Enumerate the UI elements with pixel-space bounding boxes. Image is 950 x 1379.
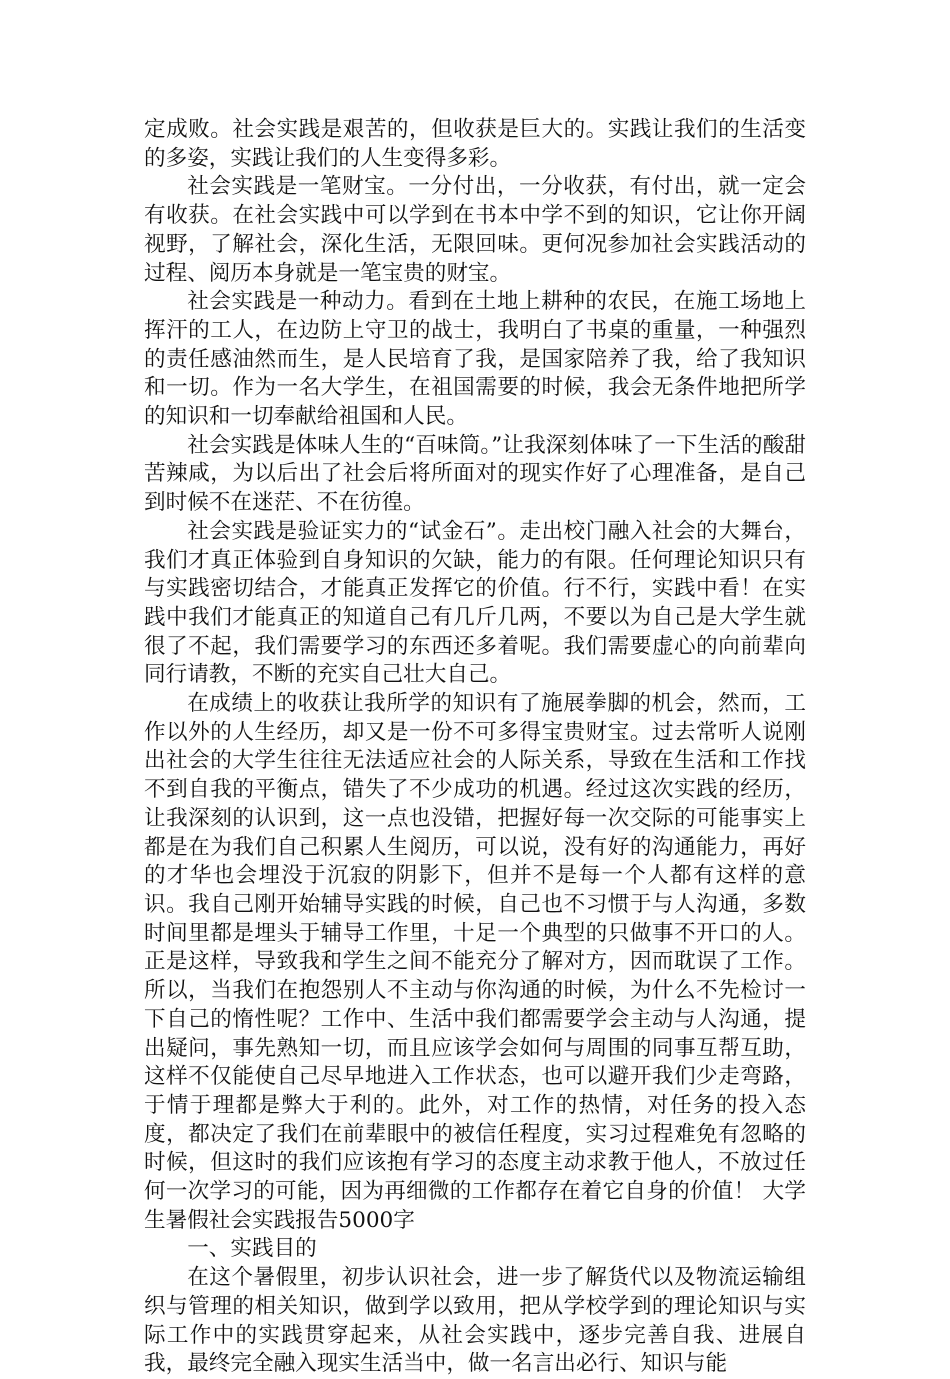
document-body — [144, 116, 806, 1379]
paragraph-7: 在这个暑假里，初步认识社会，进一步了解货代以及物流运输组织与管理的相关知识，做到学以致用，把从学校学到的理论知识与实际工作中的实践贯穿起来，从社会实践中，逐步完善自我、进展自我，最终完全融入现实生活当中，做一名言出必行、知识与能 — [144, 1265, 806, 1377]
paragraph-6: 在成绩上的收获让我所学的知识有了施展拳脚的机会，然而，工作以外的人生经历，却又是一份不可多得宝贵财宝。过去常听人说刚出社会的大学生往往无法适应社会的人际关系，导致在生活和工作找不到自我的平衡点，错失了不少成功的机遇。经过这次实践的经历，让我深刻的认识到，这一点也没错，把握好每一次交际的可能事实上都是在为我们自己积累人生阅历，可以说，没有好的沟通能力，再好的才华也会埋没于沉寂的阴影下，但并不是每一个人都有这样的意识。我自己刚开始辅导实践的时候，自己也不习惯于与人沟通，多数时间里都是埋头于辅导工作里，十足一个典型的只做事不开口的人。正是这样，导致我和学生之间不能充分了解对方，因而耽误了工作。所以，当我们在抱怨别人不主动与你沟通的时候，为什么不先检讨一下自己的惰性呢？工作中、生活中我们都需要学会主动与人沟通，提出疑问，事先熟知一切，而且应该学会如何与周围的同事互帮互助，这样不仅能使自己尽早地进入工作状态，也可以避开我们少走弯路，于情于理都是弊大于利的。此外，对工作的热情，对任务的投入态度，都决定了我们在前辈眼中的被信任程度，实习过程难免有忽略的时候，但这时的我们应该抱有学习的态度主动求教于他人，不放过任何一次学习的可能，因为再细微的工作都存在着它自身的价值！ 大学生暑假社会实践报告5000字 — [144, 691, 806, 1233]
section-heading: 一、实践目的 — [187, 1236, 317, 1262]
paragraph-5: 社会实践是验证实力的“试金石”。走出校门融入社会的大舞台，我们才真正体验到自身知识的欠缺，能力的有限。任何理论知识只有与实践密切结合，才能真正发挥它的价值。行不行，实践中看！在实践中我们才能真正的知道自己有几斤几两，不要以为自己是大学生就很了不起，我们需要学习的东西还多着呢。我们需要虚心的向前辈向同行请教，不断的充实自己壮大自己。 — [144, 518, 806, 688]
paragraph-2: 社会实践是一笔财宝。一分付出，一分收获，有付出，就一定会有收获。在社会实践中可以学到在书本中学不到的知识，它让你开阔视野，了解社会，深化生活，无限回味。更何况参加社会实践活动的过程、阅历本身就是一笔宝贵的财宝。 — [144, 174, 806, 286]
paragraph-4: 社会实践是体味人生的“百味筒。”让我深刻体味了一下生活的酸甜苦辣咸，为以后出了社会后将所面对的现实作好了心理准备，是自己到时候不在迷茫、不在彷徨。 — [144, 432, 806, 516]
paragraph-3: 社会实践是一种动力。看到在土地上耕种的农民，在施工场地上挥汗的工人，在边防上守卫的战士，我明白了书桌的重量，一种强烈的责任感油然而生，是人民培育了我，是国家陪养了我，给了我知识和一切。作为一名大学生，在祖国需要的时候，我会无条件地把所学的知识和一切奉献给祖国和人民。 — [144, 289, 806, 430]
paragraph-1: 定成败。社会实践是艰苦的，但收获是巨大的。实践让我们的生活变的多姿，实践让我们的人生变得多彩。 — [144, 117, 806, 171]
